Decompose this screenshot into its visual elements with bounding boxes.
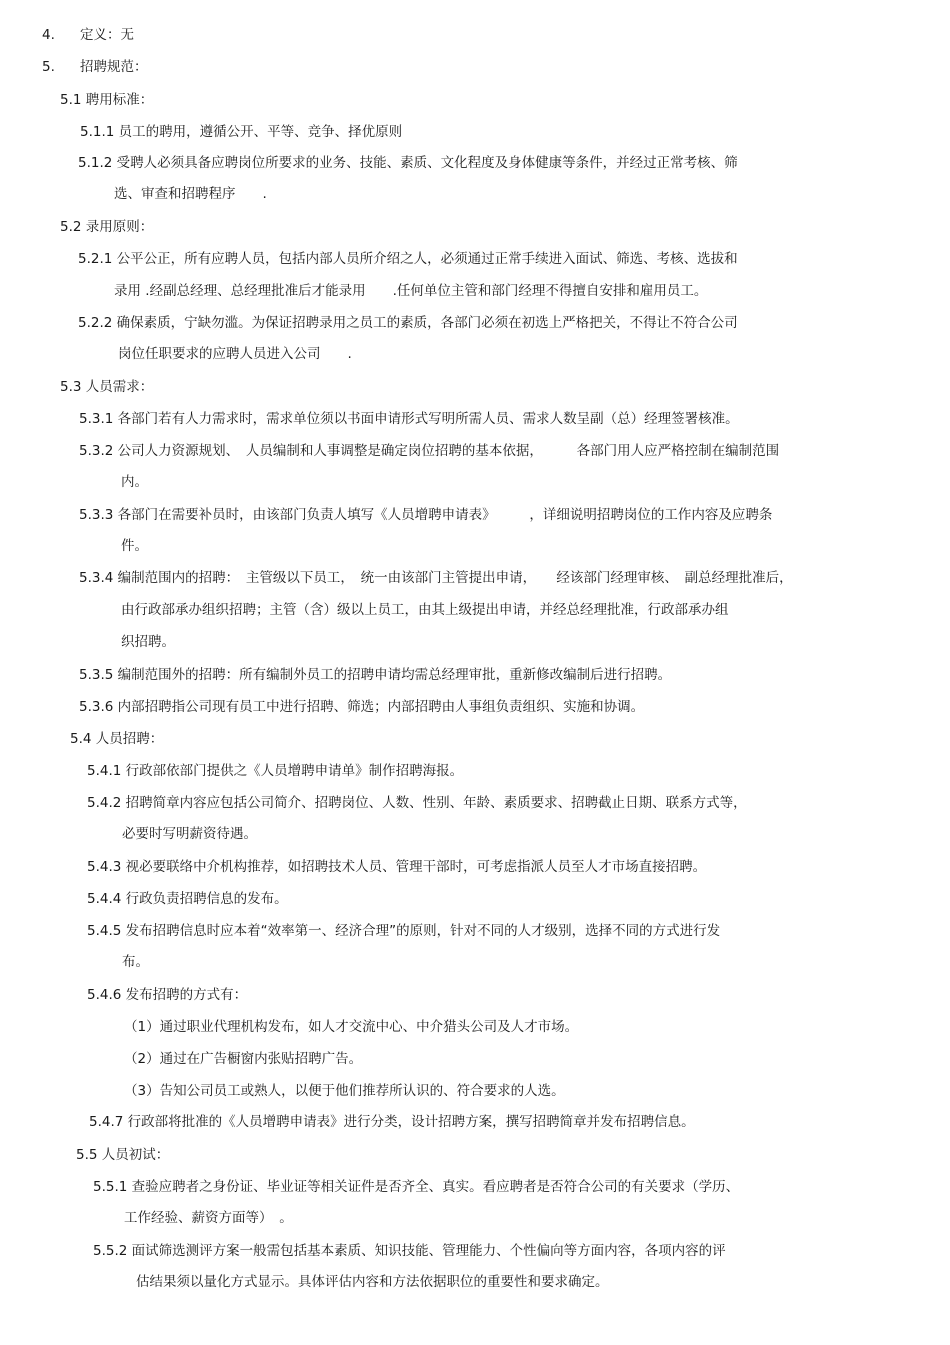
clause-continuation: 由行政部承办组织招聘；主管（含）级以上员工，由其上级提出申请，并经总经理批准，行政部承办组 <box>121 602 729 618</box>
clause-text: 5.4.3 视必要联络中介机构推荐，如招聘技术人员、管理干部时，可考虑指派人员至人才市场直接招聘。 <box>87 859 707 875</box>
clause-text: 5.3.5 编制范围外的招聘：所有编制外员工的招聘申请均需总经理审批，重新修改编制后进行招聘。 <box>79 667 672 683</box>
clause-text: 5.4.4 行政负责招聘信息的发布。 <box>87 891 288 907</box>
list-item: （3）告知公司员工或熟人，以便于他们推荐所认识的、符合要求的人选。 <box>124 1083 565 1099</box>
subsection-heading: 5.2 录用原则： <box>60 219 154 235</box>
clause-text: 5.4.1 行政部依部门提供之《人员增聘申请单》制作招聘海报。 <box>87 763 464 779</box>
clause-continuation: 布。 <box>122 954 149 970</box>
clause-text: 5.3.6 内部招聘指公司现有员工中进行招聘、筛选；内部招聘由人事组负责组织、实施和协调。 <box>79 699 645 715</box>
list-item: （1）通过职业代理机构发布，如人才交流中心、中介猎头公司及人才市场。 <box>124 1019 579 1035</box>
clause-text: 5.3.1 各部门若有人力需求时，需求单位须以书面申请形式写明所需人员、需求人数呈副（总）经理签署核准。 <box>79 411 739 427</box>
clause-text: 5.2.2 确保素质，宁缺勿滥。为保证招聘录用之员工的素质，各部门必须在初选上严格把关，不得让不符合公司 <box>78 315 738 331</box>
clause-text: 5.4.6 发布招聘的方式有： <box>87 987 248 1003</box>
clause-continuation: 岗位任职要求的应聘人员进入公司 . <box>118 346 352 362</box>
clause-continuation: 估结果须以量化方式显示。具体评估内容和方法依据职位的重要性和要求确定。 <box>136 1274 609 1290</box>
clause-text: 5.5.2 面试筛选测评方案一般需包括基本素质、知识技能、管理能力、个性偏向等方面内容，各项内容的评 <box>93 1243 726 1259</box>
subsection-heading: 5.3 人员需求： <box>60 379 154 395</box>
clause-text: 5.1.1 员工的聘用，遵循公开、平等、竞争、择优原则 <box>80 124 403 140</box>
section-4-definition <box>42 26 134 44</box>
clause-text: 5.1.2 受聘人必须具备应聘岗位所要求的业务、技能、素质、文化程度及身体健康等条件，并经过正常考核、筛 <box>78 155 738 171</box>
clause-text: 5.3.3 各部门在需要补员时，由该部门负责人填写《人员增聘申请表》 ，详细说明招聘岗位的工作内容及应聘条 <box>79 507 773 523</box>
clause-text: 5.3.2 公司人力资源规划、 人员编制和人事调整是确定岗位招聘的基本依据， 各部门用人应严格控制在编制范围 <box>79 443 780 459</box>
section-text: 定义：无 <box>80 27 134 43</box>
clause-continuation: 必要时写明薪资待遇。 <box>122 826 257 842</box>
clause-text: 5.2.1 公平公正，所有应聘人员，包括内部人员所介绍之人，必须通过正常手续进入面试、筛选、考核、选拔和 <box>78 251 738 267</box>
clause-text: 5.5.1 查验应聘者之身份证、毕业证等相关证件是否齐全、真实。看应聘者是否符合公司的有关要求（学历、 <box>93 1179 740 1195</box>
clause-continuation: 织招聘。 <box>121 634 175 650</box>
clause-continuation: 工作经验、薪资方面等） 。 <box>124 1210 293 1226</box>
section-5-heading <box>42 58 148 76</box>
clause-text: 5.4.2 招聘简章内容应包括公司简介、招聘岗位、人数、性别、年龄、素质要求、招聘截止日期、联系方式等， <box>87 795 747 811</box>
subsection-heading: 5.4 人员招聘： <box>70 731 164 747</box>
section-text: 招聘规范： <box>80 59 148 75</box>
clause-text: 5.4.5 发布招聘信息时应本着“效率第一、经济合理”的原则，针对不同的人才级别，选择不同的方式进行发 <box>87 923 721 939</box>
section-number: 4. <box>42 27 55 43</box>
subsection-heading: 5.5 人员初试： <box>76 1147 170 1163</box>
subsection-heading: 5.1 聘用标准： <box>60 92 154 108</box>
clause-continuation: 录用 .经副总经理、总经理批准后才能录用 .任何单位主管和部门经理不得擅自安排和雇用员工。 <box>114 283 708 299</box>
clause-continuation: 件。 <box>121 538 148 554</box>
clause-text: 5.3.4 编制范围内的招聘： 主管级以下员工， 统一由该部门主管提出申请， 经该部门经理审核、 副总经理批准后， <box>79 570 793 586</box>
clause-text: 5.4.7 行政部将批准的《人员增聘申请表》进行分类，设计招聘方案，撰写招聘简章并发布招聘信息。 <box>89 1114 695 1130</box>
list-item: （2）通过在广告橱窗内张贴招聘广告。 <box>124 1051 363 1067</box>
clause-continuation: 选、审查和招聘程序 . <box>114 186 267 202</box>
clause-continuation: 内。 <box>121 474 148 490</box>
section-number: 5. <box>42 59 55 75</box>
